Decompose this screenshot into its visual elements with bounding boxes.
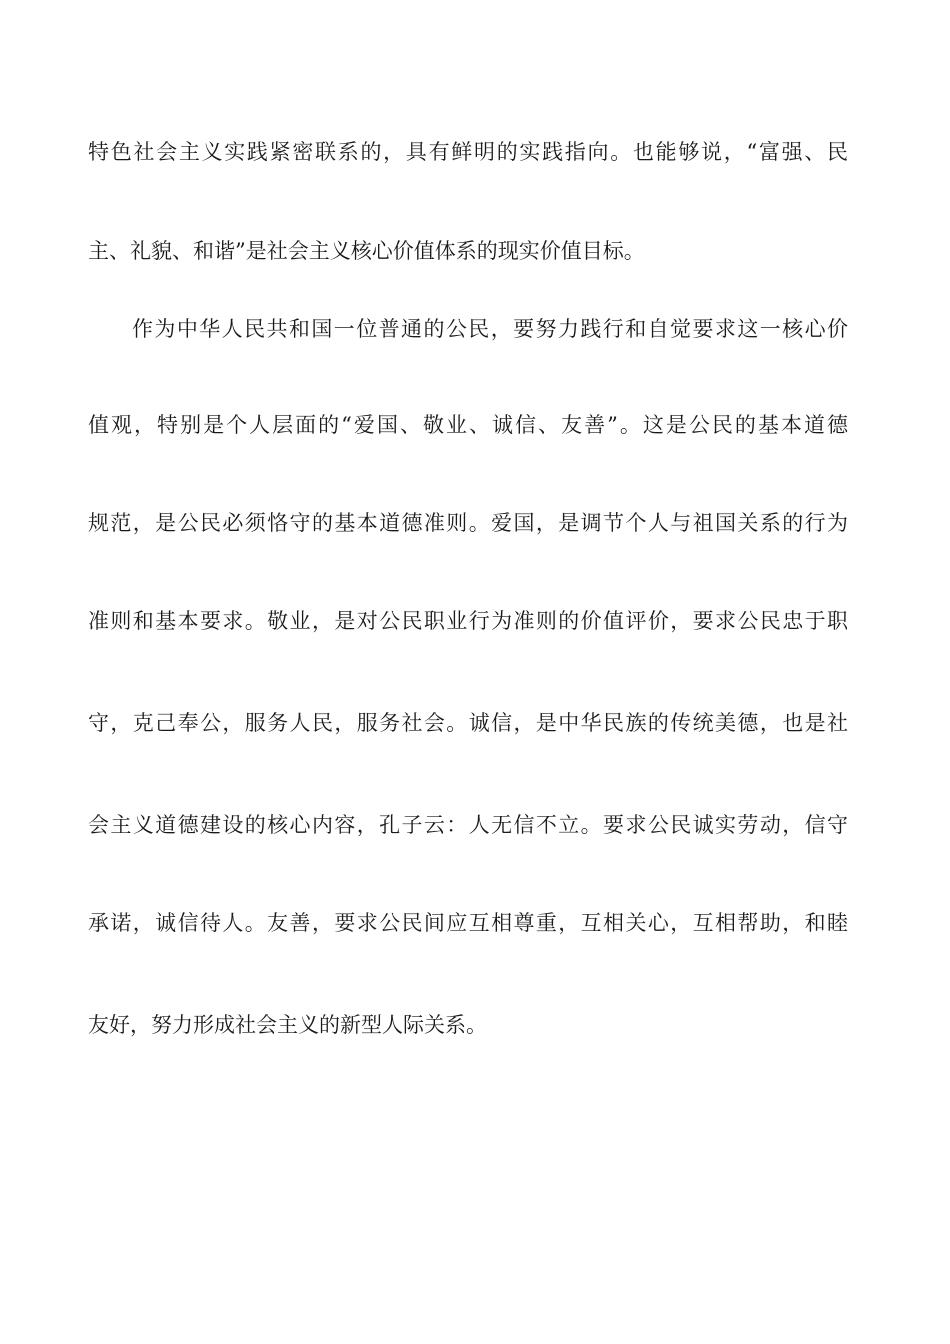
text-line: 承诺，诚信待人。友善，要求公民间应互相尊重，互相关心，互相帮助，和睦 xyxy=(88,911,848,935)
text-line: 准则和基本要求。敬业，是对公民职业行为准则的价值评价，要求公民忠于职 xyxy=(88,609,848,633)
text-line: 会主义道德建设的核心内容，孔子云：人无信不立。要求公民诚实劳动，信守 xyxy=(88,813,848,837)
text-line: 特色社会主义实践紧密联系的，具有鲜明的实践指向。也能够说，“富强、民 xyxy=(88,140,848,164)
text-line: 友好，努力形成社会主义的新型人际关系。 xyxy=(88,1013,487,1037)
paragraph-first-line: 作为中华人民共和国一位普通的公民，要努力践行和自觉要求这一核心价 xyxy=(132,317,848,341)
text-line: 守，克己奉公，服务人民，服务社会。诚信，是中华民族的传统美德，也是社 xyxy=(88,711,848,735)
text-line: 值观，特别是个人层面的“爱国、敬业、诚信、友善”。这是公民的基本道德 xyxy=(88,413,849,437)
text-line: 规范，是公民必须恪守的基本道德准则。爱国，是调节个人与祖国关系的行为 xyxy=(88,511,848,535)
text-line: 主、礼貌、和谐”是社会主义核心价值体系的现实价值目标。 xyxy=(88,239,645,263)
